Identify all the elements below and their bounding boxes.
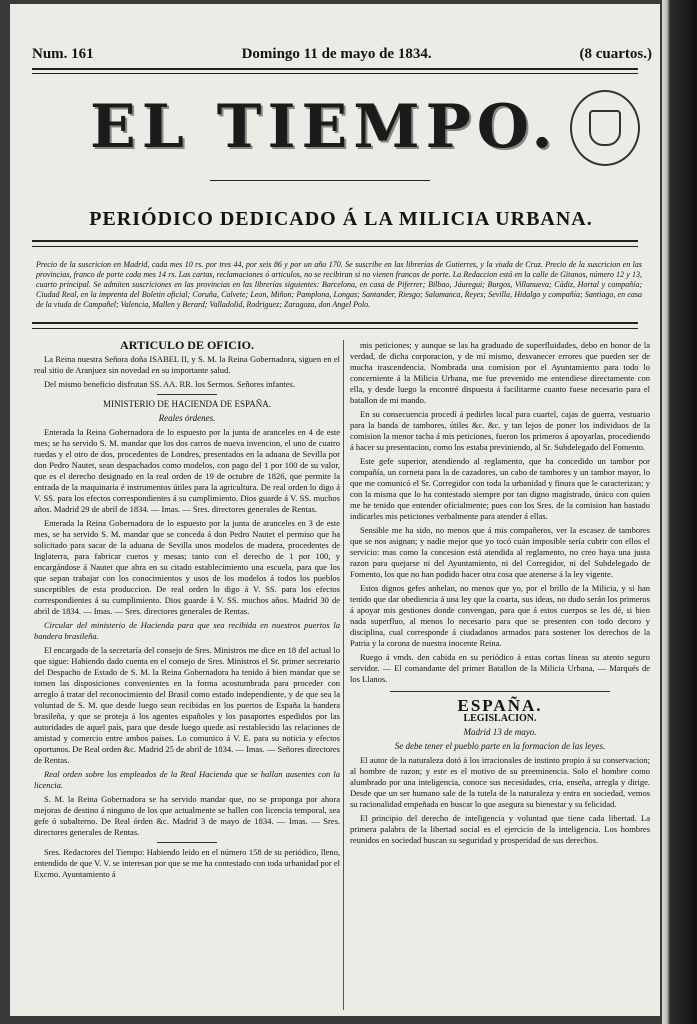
divider [390,691,610,692]
issue-number: Num. 161 [32,46,94,62]
ministry-heading: MINISTERIO DE HACIENDA DE ESPAÑA. [103,399,271,409]
paragraph: El encargado de la secretaría del consejo de Sres. Ministros me dice en 18 del actual lo que sigue: Habiendo dado cuenta en el consejo de Sres. Ministros el Sr. primer secretario del Despacho de Estado de S. M. la Reina Gobernadora ha tenido á bien mandar que se tomen las disposiciones convenientes en la forma acostumbrada para proceder con arreglo á tratar del reconocimiento del Brasil como estado independiente, y de que sea la voluntad de S. M. que desde luego sean recibidas en los puertos de España la bandera brasileña, y que se proteja á los agentes españoles y los pasaportes espedidos por las autoridades de aquel país, para que desde luego quede así restablecido las relaciones de amistad y comercio entre ambos paises. Lo comunico á V. E. para su noticia y efectos oportunos. De Real orden &c. Madrid 25 de abril de 1834. — Imas. — Señores directores de Rentas. [34,645,340,765]
paragraph: Sensible me ha sido, no menos que á mis compañeros, ver la escasez de tambores que se nos asignan; y nadie mejor que yo tocó cuán imposible sería cubrir con ellos el servicio: mas como la concesion está atendida al reglamento, no creo haya una justa razon para quejarse ni del Ayuntamiento, ni del Corregidor, ni del Subdelegado de Fomento, los que no han podido hacer otra cosa que atenerse á la ley vigente. [350,525,650,579]
legislacion-heading: LEGISLACION. [463,713,537,724]
newspaper-title: EL TIEMPO. [90,92,559,162]
newspaper-subtitle: PERIÓDICO DEDICADO Á LA MILICIA URBANA. [89,208,593,230]
subscription-notice: Precio de la suscricion en Madrid, cada mes 10 rs. por tres 44, por seis 86 y por un año 170. Se suscribe en las librerías de Gutierres, y la viuda de Cruz. Precio de la suscricion en las provincias, franco de porte cada mes 14 rs. Las cartas, reclamaciones ó articulos, no se recibiran si no vienen francos de porte. La Redaccion está en la calle de Gitanos, número 12 y 13, cuarto principal. Se admiten suscriciones en las provincias en las librerías siguientes: Barcelona, en casa de Piferrer; Bilbao, Jáuregui; Burgos, Villanueva; Cádiz, Hortal y compañía; Ciudad Real, en la imprenta del Boletin oficial; Coruña, Calvete; Leon, Miñon; Pamplona, Longas; Santander, Riesgo; Salamanca, Reyes; Sevilla, Hidalgo y compañía; Santiago, en casa de la viuda de Campañel; Valencia, Mallen y Berard; Valladolid, Rodriguez; Zaragoza, don Angel Polo. [36,260,642,309]
orders-heading: Reales órdenes. [158,413,216,423]
paragraph: El autor de la naturaleza dotó á los irracionales de instinto propio á su conservacion; al hombre de razon; y este es el motivo de su preeminencia. Solo el hombre como alumbrado por una inteligencia, conoce sus necesidades, cria, enseña, arregla y dirige. Desde que un ser humano sale de la tutela de la naturaleza y entra en sociedad, vemos su racionalidad empeñada en buscar lo que asegura su bienestar y su felicidad. [350,755,650,809]
issue-date: Domingo 11 de mayo de 1834. [241,46,432,62]
real-orden-heading: Real orden sobre los empleados de la Real Hacienda que se hallan ausentes con la licencia. [34,769,340,790]
newspaper-page [10,4,660,1016]
paragraph: La Reina nuestra Señora doña ISABEL II, y S. M. la Reina Gobernadora, siguen en el real sitio de Aranjuez sin novedad en su importante salud. [34,354,340,375]
paragraph: Enterada la Reina Gobernadora de lo espuesto por la junta de aranceles en 3 de este mes, se ha servido S. M. mandar que se conceda á don Pedro Nautet el permiso que ha solicitado para sacar de la aduana de Sevilla unos modelos de madera, procedentes de Inglaterra, para fabricar cueros y mesas; tanto con el derecho de 1 por 100, y encargándose á Nautet que abra en su citado establecimiento una escuela, para que los que sepan trabajar con los conocimientos y usos de los modelos á todos los pueblos susceptibles de esta produccion. De real orden lo digo á V. SS. para los efectos correspondientes á su cumplimiento. Dios guarde á V. SS. muchos años. Madrid 30 de abril de 1834. — Imas. — Sres. directores generales de Rentas. [34,518,340,616]
library-stamp-icon [570,90,640,166]
column-left [34,340,340,883]
masthead-rule-thin [32,73,638,74]
section-espana: ESPAÑA. [457,696,543,715]
divider [157,394,217,395]
paragraph: Del mismo beneficio disfrutan SS. AA. RR. los Sermos. Señores infantes. [44,379,295,389]
paragraph: Este gefe superior, atendiendo al reglamento, que ha concedido un tambor por compañía, un corneta para la de cazadores, un cabo de tambores y un tambor mayor, lo que me comunicó el Sr. Corregidor con toda la urbanidad y finura que le caracterizan; y con la misma que lo ha contestado siempre por tan digno magistrado, único con quien me he tenido que entender oficialmente; pues con los Sres. de la comision han bastado indicarles mis peticiones verbalmente para atender á ellas. [350,456,650,521]
column-right [350,340,650,849]
title-underline [210,180,430,181]
subtitle-rule [32,240,638,242]
issue-price: (8 cuartos.) [579,46,652,62]
paragraph: mis peticiones; y aunque se las ha graduado de superfluidades, debo en honor de la verdad, de dicha corporacion, y de mí mismo, desvanecer errores que pueden ser de mucha trascendencia. Nombrada una comision por el Ayuntamiento para todo lo concerniente á la Milicia Urbana, me fue prevenido me entendiese directamente con ella, y desde luego la encontré dispuesta á facilitarme cuanto fuese necesario para el batallon de mi mando. [350,340,650,405]
circular-heading: Circular del ministerio de Hacienda para que sea recibida en nuestros puertos la bandera brasileña. [34,620,340,641]
masthead-rule [32,68,638,70]
divider [157,842,217,843]
paragraph: S. M. la Reina Gobernadora se ha servido mandar que, no se proponga por ahora mejoras de destino á ninguno de los que actualmente se hallen con licencia temporal, sea gefe ó subalterno. De Real órden &c. Madrid 3 de mayo de 1834. — Imas. — Sres. directores generales de Rentas. [34,794,340,837]
paragraph: Estos dignos gefes anhelan, no menos que yo, por el brillo de la Milicia, y si han tenido que dar obediencia á una ley que la coarta, sus ideas, no dudo serán los primeros á apoyar mis gestiones donde convengan, para que á estos cuerpos se les dé, si bien nada superfluo, al menos lo necesario para que se presenten con todo decoro y disciplina, cual corresponde á ciudadanos armados para sostener los derechos de la Patria y la corona de nuestra inocente Reina. [350,583,650,648]
paragraph: En su consecuencia procedí á pedirles local para cuartel, cajas de guerra, vestuario para la banda de tambores, útiles &c. &c. y tan lejos de poner los individuos de la comision la menor tacha á mis peticiones, fueron los primeros á apoyarlas, procediendo á hacer su presentacion, como los estaba previniendo, al Sr. Subdelegado del Fomento. [350,409,650,452]
masthead-line [32,46,652,63]
paragraph: El principio del derecho de inteligencia y voluntad que tiene cada libertad. La primera palabra de la libertad social es el ejercicio de la inteligencia. Los hombres reunidos en sociedad buscan su seguridad y prosperidad de sus derechos. [350,813,650,845]
dateline: Madrid 13 de mayo. [463,727,537,737]
notice-rule [32,322,638,324]
paragraph: Ruego á vmds. den cabida en su periódico á estas cortas líneas su atento seguro servidor. — El comandante del primer Batallon de la Milicia Urbana, — Marqués de los Llanos. [350,652,650,684]
subtitle-rule-thin [32,246,638,247]
notice-rule-thin [32,328,638,329]
article-heading: Se debe tener el pueblo parte en la formacion de las leyes. [394,741,606,751]
page-edge [662,0,697,1024]
paragraph: Enterada la Reina Gobernadora de lo espuesto por la junta de aranceles en 4 de este mes; se ha servido S. M. mandar que los dos carros de nueva invencion, el uno de cuatro ruedas y el otro de dos, procedentes de Londres, presentados en la aduana de Sevilla por don Pedro Nautet, sean despachados como modelos, con pago del 1 por 100 de su valor, que es el derecho designado en la real orden de 19 de octubre de 1826, que permite la entrada de la maquinaria é instrumentos útiles para la agricultura. De real orden lo digo á V. SS. para los efectos correspondientes á su cumplimiento. Dios guarde á V. SS. muchos años. Madrid 29 de abril de 1834. — Imas. — Sres. directores generales de Rentas. [34,427,340,514]
section-heading: ARTICULO DE OFICIO. [120,338,254,352]
paragraph: Sres. Redactores del Tiempo: Habiendo leido en el número 158 de su periódico, lleno, entendido de que V. V. se interesan por que se me ha contestado con toda urbanidad por el Excmo. Ayuntamiento á [34,847,340,879]
column-divider [343,340,344,1010]
